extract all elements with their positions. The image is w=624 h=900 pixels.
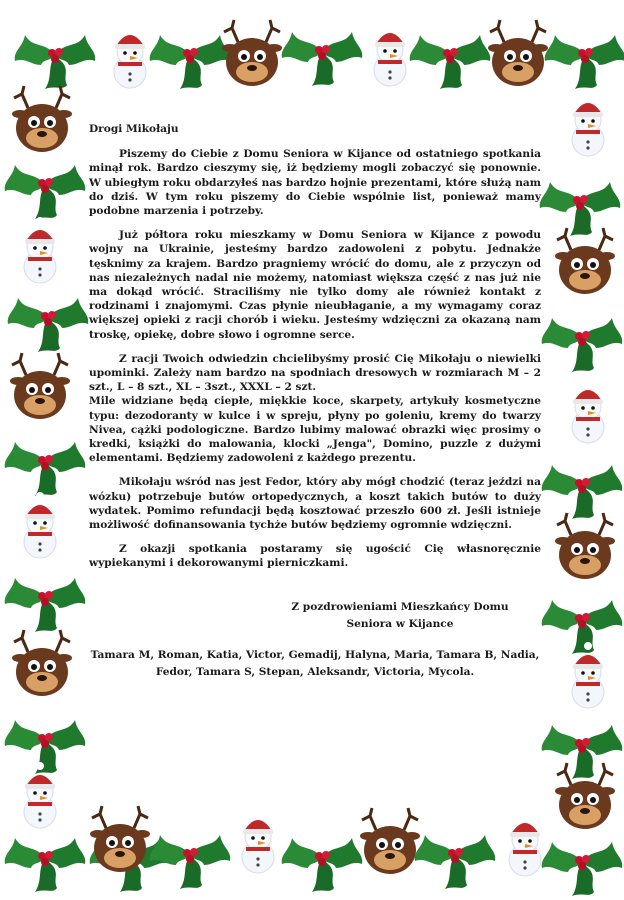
holly-icon [150,35,231,89]
reindeer-icon [360,808,420,874]
snowman-icon [24,492,56,558]
letter-signoff [89,599,541,633]
letter-paragraph: Z okazji spotkania postaramy się ugościć Cię własnoręcznie wypiekanymi i dekorowanymi pierniczkami. [89,543,541,570]
snowman-icon [509,810,541,876]
reindeer-icon [90,806,150,872]
holly-icon [542,465,623,519]
signatory-names: Tamara M, Roman, Katia, Victor, Gemadij, Halyna, Maria, Tamara B, Nadia, Fedor, Tamara S, Stepan, Aleksandr, Victoria, Mycola. [90,648,540,678]
reindeer-icon [488,20,548,86]
letter-paragraph: Z racji Twoich odwiedzin chcielibyśmy prosić Cię Mikołaju o niewielki upominki. Zależy nam bardzo na spodniach dresowych w rozmiarach M – 2 szt., L – 8 szt., XL – 3szt., XXXL – 2 szt. [89,352,541,394]
snowman-icon [114,22,146,88]
signoff-line: Z pozdrowieniami Mieszkańcy Domu [291,600,509,613]
holly-icon [15,35,96,89]
letter-paragraph: Mile widziane będą ciepłe, miękkie koce, skarpety, artykuły kosmetyczne typu: dezodoranty w kulce i w spreju, płyny po goleniu, kremy do twarzy Nivea, cążki podologiczne. Bardzo lubimy malować obrazki więc prosimy o kredki, książki do malowania, klocki „Jenga", Domino, puzzle z dużymi elementami. Będziemy zadowoleni z każdego prezentu. [89,395,541,465]
holly-icon [282,32,363,86]
reindeer-icon [555,228,615,294]
holly-icon [8,298,89,352]
reindeer-icon [222,20,282,86]
signoff-line: Seniora w Kijance [346,617,454,630]
holly-icon [5,838,86,892]
holly-icon [542,318,623,372]
reindeer-icon [10,353,70,419]
holly-icon [410,35,491,89]
letter-body [89,122,541,681]
letter-paragraph: Już półtora roku mieszkamy w Domu Seniora w Kijance z powodu wojny na Ukrainie, jesteśmy bardzo zadowoleni z pobytu. Jednakże tęsknimy za krajem. Bardzo pragniemy wrócić do domu, ale z przyczyn od nas niezależnych nadal nie możemy, natomiast większa część z nas już nie ma dokąd wrócić. Straciliśmy nie tylko domy ale również kontakt z rodzinami i znajomymi. Czas płynie nieubłaganie, a my wymagamy coraz większej opieki z racji chorób i wieku. Jesteśmy wdzięczni za okazaną nam troskę, opiekę, dobre słowo i ogromne serce. [89,229,541,341]
holly-icon [542,600,623,654]
reindeer-icon [12,630,72,696]
reindeer-icon [555,513,615,579]
reindeer-icon [12,86,72,152]
holly-icon [542,725,623,779]
holly-icon [5,165,86,219]
holly-icon [545,35,624,89]
snowman-icon [572,377,604,443]
holly-icon [5,442,86,496]
letter-greeting: Drogi Mikołaju [89,123,179,135]
holly-icon [542,842,623,896]
letter-paragraph: Mikołaju wśród nas jest Fedor, który aby mógł chodzić (teraz jeździ na wózku) potrzebuje butów ortopedycznych, a koszt takich butów to duży wydatek. Pomimo refundacji będą kosztować przeszło 600 zł. Jeśli istnieje możliwość dofinansowania tychże butów będziemy ogromnie wdzięczni. [89,476,541,532]
letter-paragraph: Piszemy do Ciebie z Domu Seniora w Kijance od ostatniego spotkania minął rok. Bardzo cieszymy się, iż będziemy mogli zobaczyć się ponownie. W ubiegłym roku obdarzyłeś nas bardzo hojnie prezentami, które służą nam do dziś. W tym roku piszemy do Ciebie wspólnie list, ponieważ mamy podobne marzenia i potrzeby. [89,148,541,218]
holly-icon [5,720,86,774]
holly-icon [5,578,86,632]
snowman-icon [374,20,406,86]
holly-icon [415,835,496,889]
holly-icon [282,838,363,892]
snowman-icon [24,217,56,283]
holly-icon [540,182,621,236]
snowman-icon [242,807,274,873]
snowman-icon [572,90,604,156]
